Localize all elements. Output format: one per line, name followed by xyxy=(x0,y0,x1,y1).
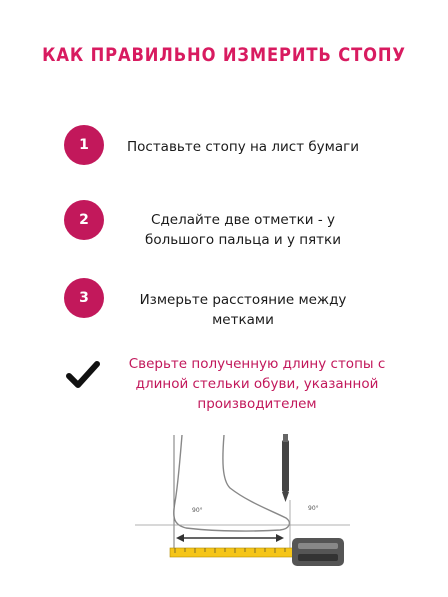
angle-label-left: 90° xyxy=(192,507,203,514)
step-3-text: Измерьте расстояние между метками xyxy=(139,292,347,328)
pen-icon xyxy=(282,434,289,502)
step-1-number: 1 xyxy=(64,125,104,165)
step-2-number: 2 xyxy=(64,200,104,240)
foot-measurement-illustration xyxy=(130,430,360,579)
final-tip-text: Сверьте полученную длину стопы с длиной стельки обуви, указанной производителем xyxy=(128,356,386,412)
page-title: КАК ПРАВИЛЬНО ИЗМЕРИТЬ СТОПУ xyxy=(42,44,406,66)
measurement-arrow xyxy=(176,534,284,542)
angle-label-right: 90° xyxy=(308,505,319,512)
tape-measure xyxy=(170,538,344,566)
step-2-text: Сделайте две отметки - у большого пальца и у пятки xyxy=(145,212,341,248)
checkmark-icon xyxy=(66,360,100,394)
foot-outline xyxy=(174,435,290,531)
step-3-number: 3 xyxy=(64,278,104,318)
step-1-text: Поставьте стопу на лист бумаги xyxy=(126,139,359,155)
